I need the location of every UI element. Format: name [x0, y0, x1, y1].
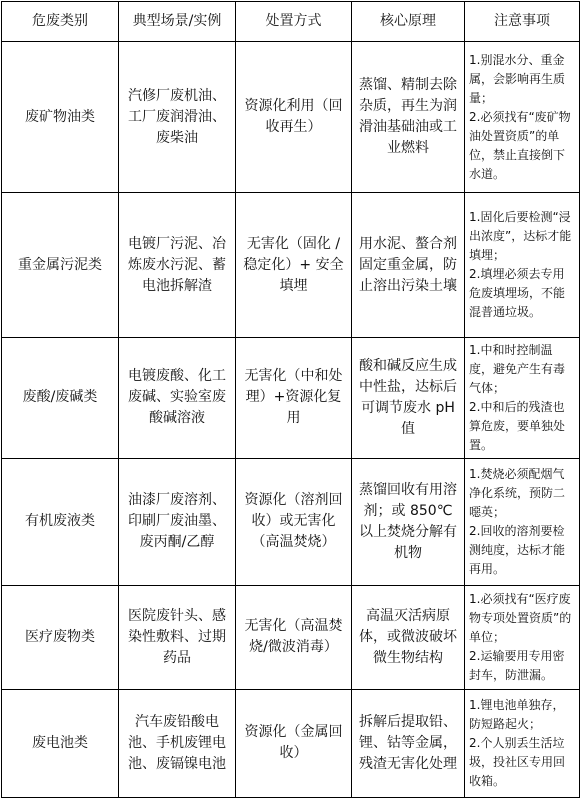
- cell-notes: [465, 42, 580, 193]
- cell-disposal: 资源化（金属回收）: [236, 689, 352, 797]
- cell-disposal: 资源化利用（回收再生）: [236, 42, 352, 193]
- note-item: 2.中和后的残渣也算危废，要单独处置。: [469, 399, 566, 452]
- cell-notes: [465, 689, 580, 797]
- cell-principle: 酸和碱反应生成中性盐，达标后可调节废水 pH 值: [352, 338, 465, 458]
- cell-disposal: 无害化（固化 / 稳定化）+ 安全填埋: [236, 193, 352, 338]
- hazardous-waste-table: [1, 1, 580, 798]
- table-row: [2, 338, 580, 458]
- cell-disposal: 无害化（高温焚烧/微波消毒）: [236, 585, 352, 689]
- cell-category: 废矿物油类: [2, 42, 119, 193]
- cell-category: 有机废液类: [2, 458, 119, 585]
- header-scenarios: 典型场景/实例: [119, 2, 236, 42]
- cell-notes: [465, 585, 580, 689]
- header-category: 危废类别: [2, 2, 119, 42]
- cell-scenarios: 医院废针头、感染性敷料、过期药品: [119, 585, 236, 689]
- cell-principle: 蒸馏、精制去除杂质，再生为润滑油基础油或工业燃料: [352, 42, 465, 193]
- cell-principle: 拆解后提取铅、锂、钴等金属，残渣无害化处理: [352, 689, 465, 797]
- cell-category: 废电池类: [2, 689, 119, 797]
- cell-category: 废酸/废碱类: [2, 338, 119, 458]
- table-row: [2, 689, 580, 797]
- cell-principle: 蒸馏回收有用溶剂；或 850℃以上焚烧分解有机物: [352, 458, 465, 585]
- cell-notes: [465, 338, 580, 458]
- header-principle: 核心原理: [352, 2, 465, 42]
- note-item: 2.填埋必须去专用危废填埋场，不能混普通垃圾。: [469, 267, 566, 320]
- cell-scenarios: 电镀厂污泥、冶炼废水污泥、蓄电池拆解渣: [119, 193, 236, 338]
- cell-scenarios: 油漆厂废溶剂、印刷厂废油墨、废丙酮/乙醇: [119, 458, 236, 585]
- cell-scenarios: 汽修厂废机油、工厂废润滑油、废柴油: [119, 42, 236, 193]
- header-notes: 注意事项: [465, 2, 580, 42]
- note-item: 1.固化后要检测“浸出浓度”，达标才能填埋；: [469, 210, 572, 263]
- note-item: 1.锂电池单独存，防短路起火；: [469, 697, 565, 731]
- note-item: 2.运输要用专用密封车，防泄漏。: [469, 648, 565, 682]
- note-item: 1.中和时控制温度，避免产生有毒气体；: [469, 342, 566, 395]
- cell-disposal: 资源化（溶剂回收）或无害化（高温焚烧）: [236, 458, 352, 585]
- cell-notes: [465, 458, 580, 585]
- table-row: [2, 458, 580, 585]
- note-item: 1.必须找有“医疗废物专项处置资质”的单位；: [469, 591, 572, 644]
- note-item: 2.必须找有“废矿物油处置资质”的单位，禁止直接倒下水道。: [469, 109, 571, 181]
- cell-category: 重金属污泥类: [2, 193, 119, 338]
- header-disposal: 处置方式: [236, 2, 352, 42]
- cell-notes: [465, 193, 580, 338]
- note-item: 1.焚烧必须配烟气净化系统，预防二噁英；: [469, 466, 566, 519]
- cell-principle: 用水泥、螯合剂固定重金属，防止溶出污染土壤: [352, 193, 465, 338]
- header-row: [2, 2, 580, 42]
- cell-scenarios: 汽车废铅酸电池、手机废锂电池、废镉镍电池: [119, 689, 236, 797]
- cell-category: 医疗废物类: [2, 585, 119, 689]
- note-item: 2.个人别丢生活垃圾，投社区专用回收箱。: [469, 735, 566, 788]
- note-item: 1.别混水分、重金属，会影响再生质量；: [469, 52, 566, 105]
- note-item: 2.回收的溶剂要检测纯度，达标才能再用。: [469, 523, 566, 576]
- cell-scenarios: 电镀废酸、化工废碱、实验室废酸碱溶液: [119, 338, 236, 458]
- cell-principle: 高温灭活病原体，或微波破坏微生物结构: [352, 585, 465, 689]
- table-row: [2, 42, 580, 193]
- cell-disposal: 无害化（中和处理）+资源化复用: [236, 338, 352, 458]
- table-row: [2, 193, 580, 338]
- table-row: [2, 585, 580, 689]
